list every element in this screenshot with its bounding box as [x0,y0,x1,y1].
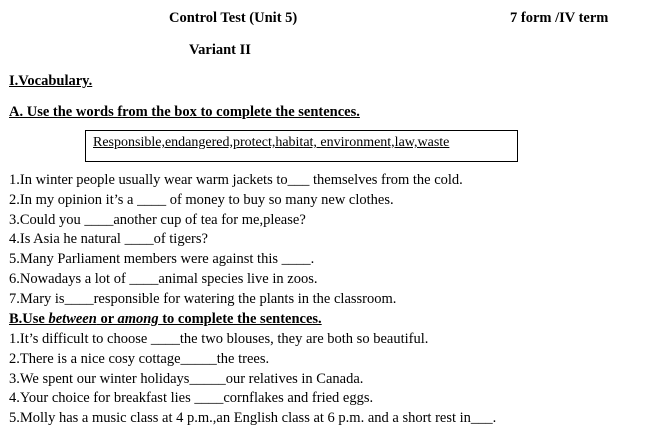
part-b-sentence-1: 1.It’s difficult to choose ____the two blouses, they are both so beautiful. [9,331,429,347]
word-box-text: Responsible,endangered,protect,habitat, environment,law,waste [93,135,450,150]
part-b-suffix: to complete the sentences. [158,311,322,327]
part-b-prefix: B.Use [9,311,49,327]
part-b-sentence-3: 3.We spent our winter holidays_____our relatives in Canada. [9,371,364,387]
part-b-word-among: among [117,311,159,327]
part-a-sentence-7: 7.Mary is____responsible for watering the plants in the classroom. [9,291,397,307]
part-a-sentence-2: 2.In my opinion it’s a ____ of money to buy so many new clothes. [9,192,394,208]
part-a-sentence-5: 5.Many Parliament members were against this ____. [9,251,315,267]
grade-term: 7 form /IV term [510,10,609,26]
word-box [85,130,518,162]
part-b-instruction [9,311,322,328]
part-a-sentence-3: 3.Could you ____another cup of tea for me,please? [9,212,306,228]
part-b-middle: or [96,311,118,327]
part-a-sentence-4: 4.Is Asia he natural ____of tigers? [9,231,208,247]
part-a-sentence-1: 1.In winter people usually wear warm jackets to___ themselves from the cold. [9,172,463,188]
part-a-sentence-6: 6.Nowadays a lot of ____animal species live in zoos. [9,271,318,287]
part-b-word-between: between [48,311,97,327]
variant-label: Variant II [189,42,251,58]
test-title: Control Test (Unit 5) [169,10,298,26]
part-b-sentence-2: 2.There is a nice cosy cottage_____the trees. [9,351,270,367]
part-a-instruction: A. Use the words from the box to complete the sentences. [9,104,360,120]
part-b-sentence-5: 5.Molly has a music class at 4 p.m.,an English class at 6 p.m. and a short rest in___. [9,410,497,426]
part-b-sentence-4: 4.Your choice for breakfast lies ____cornflakes and fried eggs. [9,390,374,406]
section-vocabulary-title: I.Vocabulary. [9,73,93,89]
